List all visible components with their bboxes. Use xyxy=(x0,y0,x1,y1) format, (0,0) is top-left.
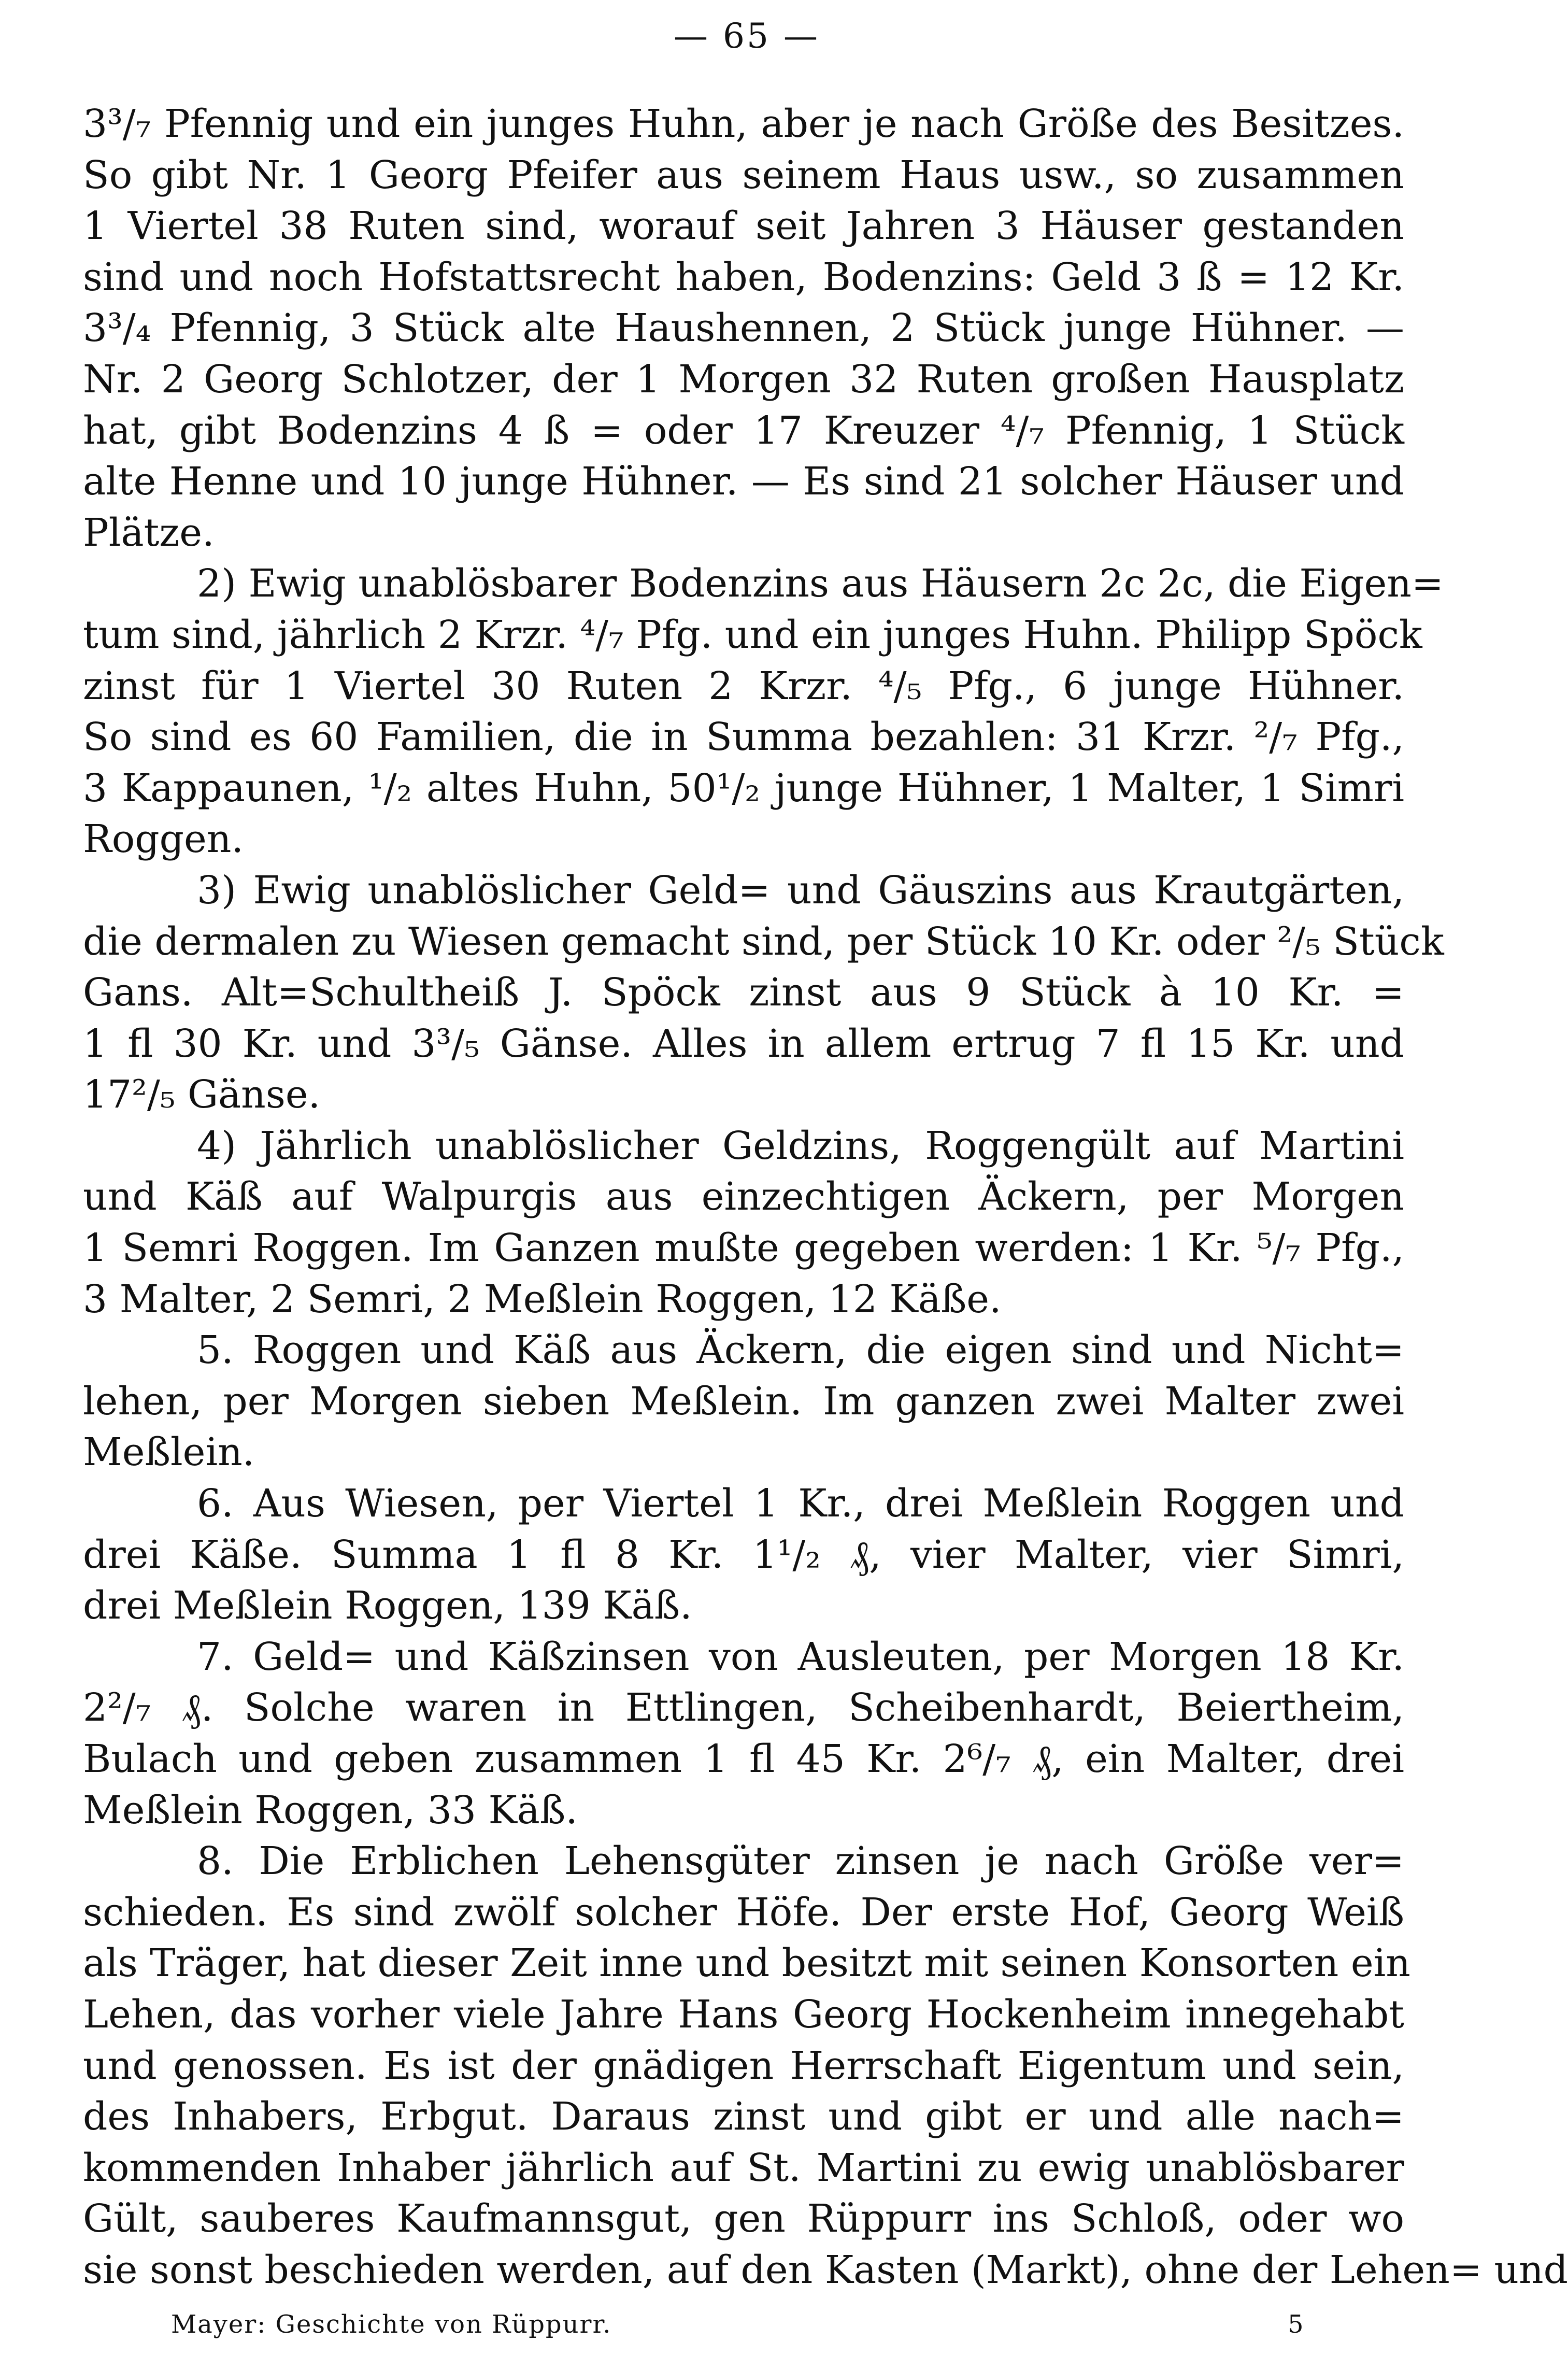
text-line: 3³/₇ Pfennig und ein junges Huhn, aber je nach Größe des Besitzes. xyxy=(83,102,1404,146)
text-line: kommenden Inhaber jährlich auf St. Martini zu ewig unablösbarer xyxy=(83,2145,1404,2190)
body-text xyxy=(83,98,1568,2296)
text-line: Lehen, das vorher viele Jahre Hans Georg Hockenheim innegehabt xyxy=(83,1992,1404,2037)
text-line: 2²/₇ ₰. Solche waren in Ettlingen, Scheibenhardt, Beiertheim, xyxy=(83,1685,1404,1730)
text-line: alte Henne und 10 junge Hühner. — Es sind 21 solcher Häuser und xyxy=(83,459,1404,504)
page-number: — 65 — xyxy=(674,16,820,56)
text-line: sind und noch Hofstattsrecht haben, Bodenzins: Geld 3 ß = 12 Kr. xyxy=(83,254,1404,300)
text-line: Plätze. xyxy=(83,510,215,555)
text-line: 5. Roggen und Käß aus Äckern, die eigen sind und Nicht= xyxy=(197,1328,1404,1373)
text-line: hat, gibt Bodenzins 4 ß = oder 17 Kreuzer ⁴/₇ Pfennig, 1 Stück xyxy=(83,408,1404,453)
text-line: 1 Viertel 38 Ruten sind, worauf seit Jahren 3 Häuser gestanden xyxy=(83,204,1404,249)
text-line: drei Käße. Summa 1 fl 8 Kr. 1¹/₂ ₰, vier Malter, vier Simri, xyxy=(83,1532,1404,1577)
text-line: Meßlein. xyxy=(83,1430,255,1475)
text-line: 1 Semri Roggen. Im Ganzen mußte gegeben werden: 1 Kr. ⁵/₇ Pfg., xyxy=(83,1226,1404,1271)
text-line: und genossen. Es ist der gnädigen Herrschaft Eigentum und sein, xyxy=(83,2043,1404,2088)
signature-mark: 5 xyxy=(1288,2310,1304,2339)
text-line: des Inhabers, Erbgut. Daraus zinst und gibt er und alle nach= xyxy=(83,2094,1404,2139)
text-line: 3 Kappaunen, ¹/₂ altes Huhn, 50¹/₂ junge Hühner, 1 Malter, 1 Simri xyxy=(83,765,1404,811)
text-line: 8. Die Erblichen Lehensgüter zinsen je nach Größe ver= xyxy=(197,1839,1404,1884)
text-line: 1 fl 30 Kr. und 3³/₅ Gänse. Alles in allem ertrug 7 fl 15 Kr. und xyxy=(83,1021,1404,1066)
text-line: 17²/₅ Gänse. xyxy=(83,1072,321,1117)
text-line: 3 Malter, 2 Semri, 2 Meßlein Roggen, 12 Käße. xyxy=(83,1276,1002,1322)
text-line: Bulach und geben zusammen 1 fl 45 Kr. 2⁶/₇ ₰, ein Malter, drei xyxy=(83,1737,1404,1781)
text-line: und Käß auf Walpurgis aus einzechtigen Äckern, per Morgen xyxy=(83,1174,1404,1219)
text-line: 7. Geld= und Käßzinsen von Ausleuten, per Morgen 18 Kr. xyxy=(197,1634,1404,1679)
text-line: Roggen. xyxy=(83,817,244,862)
text-line: Gans. Alt=Schultheiß J. Spöck zinst aus 9 Stück à 10 Kr. = xyxy=(83,970,1404,1015)
text-line: schieden. Es sind zwölf solcher Höfe. Der erste Hof, Georg Weiß xyxy=(83,1890,1404,1935)
text-line: lehen, per Morgen sieben Meßlein. Im ganzen zwei Malter zwei xyxy=(83,1379,1404,1424)
text-line: 4) Jährlich unablöslicher Geldzins, Roggengült auf Martini xyxy=(197,1123,1404,1168)
text-line: sie sonst beschieden werden, auf den Kasten (Markt), ohne der Lehen= und xyxy=(83,2247,1568,2292)
text-line: So gibt Nr. 1 Georg Pfeifer aus seinem Haus usw., so zusammen xyxy=(83,152,1404,197)
text-line: 3) Ewig unablöslicher Geld= und Gäuszins aus Krautgärten, xyxy=(197,868,1404,913)
text-line: tum sind, jährlich 2 Krzr. ⁴/₇ Pfg. und ein junges Huhn. Philipp Spöck xyxy=(83,612,1422,657)
text-line: Gült, sauberes Kaufmannsgut, gen Rüppurr ins Schloß, oder wo xyxy=(83,2196,1404,2241)
text-line: zinst für 1 Viertel 30 Ruten 2 Krzr. ⁴/₅ Pfg., 6 junge Hühner. xyxy=(83,663,1404,708)
page-footer xyxy=(0,2304,1493,2345)
text-line: 3³/₄ Pfennig, 3 Stück alte Haushennen, 2 Stück junge Hühner. — xyxy=(83,306,1404,351)
text-line: Meßlein Roggen, 33 Käß. xyxy=(83,1787,578,1833)
text-line: So sind es 60 Familien, die in Summa bezahlen: 31 Krzr. ²/₇ Pfg., xyxy=(83,715,1404,760)
text-line: Nr. 2 Georg Schlotzer, der 1 Morgen 32 Ruten großen Hausplatz xyxy=(83,357,1404,402)
text-line: drei Meßlein Roggen, 139 Käß. xyxy=(83,1583,692,1628)
text-line: die dermalen zu Wiesen gemacht sind, per Stück 10 Kr. oder ²/₅ Stück xyxy=(83,919,1444,964)
text-line: 6. Aus Wiesen, per Viertel 1 Kr., drei Meßlein Roggen und xyxy=(197,1481,1404,1526)
text-line: 2) Ewig unablösbarer Bodenzins aus Häusern 2c 2c, die Eigen= xyxy=(197,561,1444,606)
text-line: als Träger, hat dieser Zeit inne und besitzt mit seinen Konsorten ein xyxy=(83,1941,1410,1986)
footer-source: Mayer: Geschichte von Rüppurr. xyxy=(171,2310,612,2339)
